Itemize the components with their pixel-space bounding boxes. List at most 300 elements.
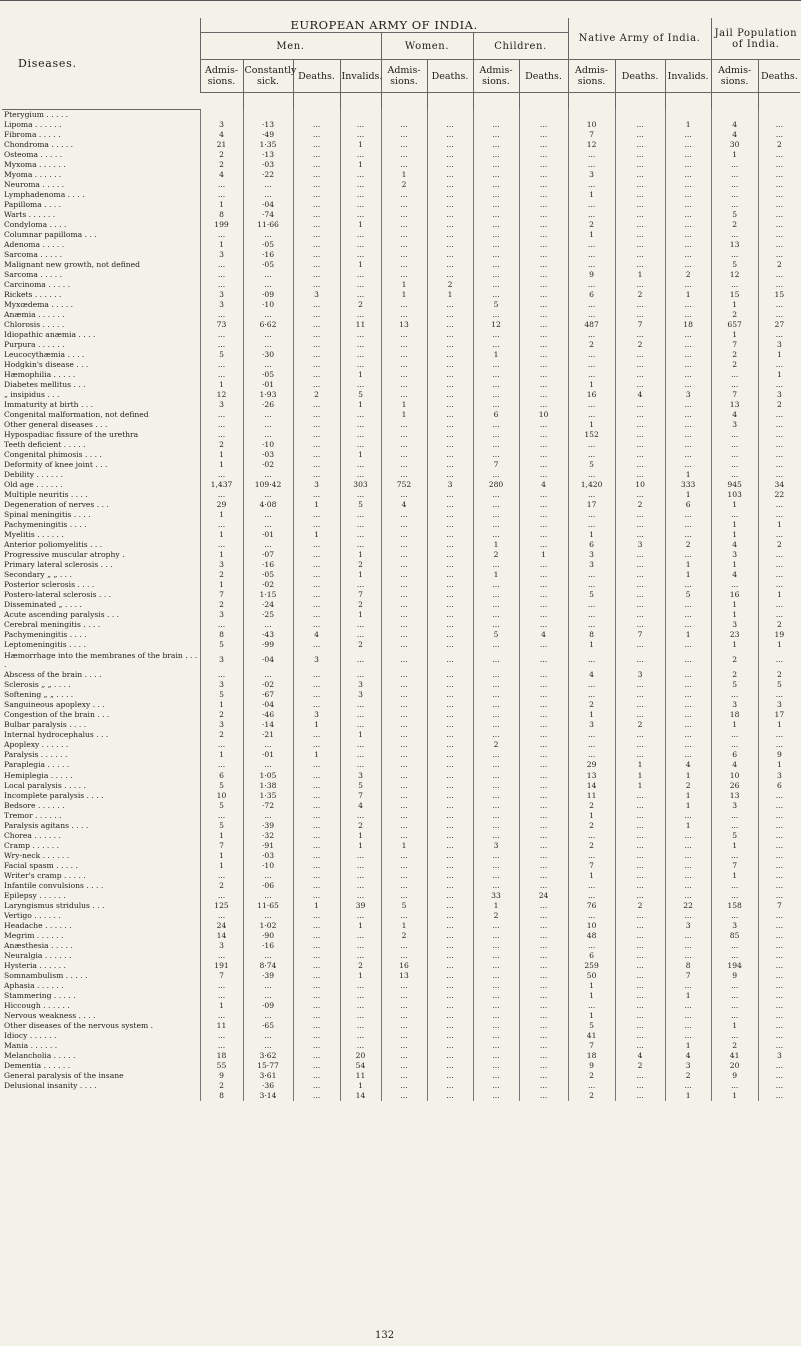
table-cell: ·01 bbox=[243, 750, 293, 760]
table-cell: ... bbox=[758, 250, 800, 260]
table-cell: 5 bbox=[473, 630, 519, 640]
table-cell: 752 bbox=[381, 480, 427, 490]
table-cell: ... bbox=[381, 260, 427, 270]
table-cell: 191 bbox=[200, 961, 243, 971]
table-cell: ... bbox=[758, 420, 800, 430]
table-cell: ... bbox=[473, 130, 519, 140]
table-cell: 10 bbox=[519, 410, 568, 420]
table-cell: ... bbox=[473, 861, 519, 871]
table-cell: 4 bbox=[200, 170, 243, 180]
table-cell: ... bbox=[615, 460, 665, 470]
table-cell: ... bbox=[758, 811, 800, 821]
table-cell: ... bbox=[758, 961, 800, 971]
table-cell: 1 bbox=[200, 510, 243, 520]
table-cell: ... bbox=[381, 991, 427, 1001]
table-cell: ... bbox=[758, 130, 800, 140]
table-cell: 1 bbox=[665, 570, 711, 580]
table-cell: ... bbox=[293, 1011, 340, 1021]
table-cell: ... bbox=[293, 841, 340, 851]
table-cell: ... bbox=[615, 640, 665, 650]
table-cell: ... bbox=[758, 1001, 800, 1011]
table-cell: ... bbox=[473, 961, 519, 971]
table-cell: ... bbox=[427, 300, 473, 310]
table-cell: ... bbox=[519, 260, 568, 270]
disease-name: Pterygium . . . . . bbox=[4, 109, 69, 119]
table-cell: ... bbox=[758, 280, 800, 290]
disease-name: Congenital malformation, not defined bbox=[4, 409, 149, 419]
table-cell: ... bbox=[243, 981, 293, 991]
table-cell: ... bbox=[381, 350, 427, 360]
disease-name: Myxœdema . . . . . bbox=[4, 299, 74, 309]
table-cell: ... bbox=[473, 200, 519, 210]
table-cell: 5 bbox=[758, 680, 800, 690]
table-cell: ... bbox=[381, 160, 427, 170]
table-cell: ... bbox=[293, 590, 340, 600]
table-cell: ... bbox=[665, 410, 711, 420]
table-cell: 4 bbox=[615, 390, 665, 400]
table-cell: 5 bbox=[200, 640, 243, 650]
table-cell: 1 bbox=[568, 991, 615, 1001]
table-cell: ... bbox=[427, 590, 473, 600]
table-cell: ... bbox=[381, 230, 427, 240]
table-cell: 1 bbox=[711, 1021, 758, 1031]
disease-name: Papilloma . . . . bbox=[4, 199, 62, 209]
table-cell: ... bbox=[293, 931, 340, 941]
table-cell: ... bbox=[615, 680, 665, 690]
table-row bbox=[2, 760, 800, 770]
jail-admissions-header: Admis-sions. bbox=[711, 60, 758, 93]
table-cell: ... bbox=[340, 290, 381, 300]
table-cell: ... bbox=[758, 220, 800, 230]
table-cell: ... bbox=[568, 941, 615, 951]
disease-name: Lymphadenoma . . . . bbox=[4, 189, 85, 199]
table-cell: ... bbox=[665, 690, 711, 700]
table-cell: 1 bbox=[665, 801, 711, 811]
disease-name: Leptomeningitis . . . . bbox=[4, 640, 86, 650]
table-cell: 1·05 bbox=[243, 771, 293, 781]
table-cell: ... bbox=[665, 720, 711, 730]
table-row bbox=[2, 510, 800, 520]
table-cell: 13 bbox=[568, 771, 615, 781]
table-cell: ·02 bbox=[243, 460, 293, 470]
table-cell: ... bbox=[615, 951, 665, 961]
table-cell: 1 bbox=[293, 720, 340, 730]
table-cell: 3 bbox=[200, 720, 243, 730]
table-cell: 15 bbox=[758, 290, 800, 300]
table-cell: ... bbox=[519, 771, 568, 781]
table-cell: 2 bbox=[615, 720, 665, 730]
table-cell: ... bbox=[340, 520, 381, 530]
table-cell: 1 bbox=[665, 1041, 711, 1051]
table-cell: ... bbox=[758, 1091, 800, 1101]
table-cell: ... bbox=[473, 600, 519, 610]
table-cell: ... bbox=[293, 921, 340, 931]
disease-name: Disseminated „ . . . . bbox=[4, 600, 82, 610]
table-cell: ... bbox=[340, 210, 381, 220]
table-cell: ... bbox=[427, 961, 473, 971]
table-cell: ... bbox=[381, 220, 427, 230]
table-cell: ... bbox=[340, 1041, 381, 1051]
table-cell: ... bbox=[473, 700, 519, 710]
table-cell: ... bbox=[340, 991, 381, 1001]
table-row bbox=[2, 560, 800, 570]
table-cell: ... bbox=[381, 550, 427, 560]
table-cell: ... bbox=[615, 861, 665, 871]
table-cell: ... bbox=[427, 420, 473, 430]
table-cell: 103 bbox=[711, 490, 758, 500]
table-cell: ... bbox=[427, 921, 473, 931]
table-cell: ·39 bbox=[243, 971, 293, 981]
table-cell: 8·74 bbox=[243, 961, 293, 971]
table-cell: ... bbox=[340, 270, 381, 280]
disease-name: Tremor . . . . . . bbox=[4, 810, 62, 820]
table-cell: ... bbox=[473, 1061, 519, 1071]
table-cell: ... bbox=[665, 600, 711, 610]
table-cell: ... bbox=[293, 911, 340, 921]
table-cell: ... bbox=[340, 330, 381, 340]
table-cell: ... bbox=[473, 690, 519, 700]
table-cell: 5 bbox=[665, 590, 711, 600]
table-cell: ... bbox=[340, 1031, 381, 1041]
table-cell: ... bbox=[519, 530, 568, 540]
table-cell: 3 bbox=[340, 771, 381, 781]
table-cell: ... bbox=[427, 530, 473, 540]
table-cell: 3 bbox=[758, 700, 800, 710]
table-row bbox=[2, 470, 800, 480]
table-cell: 12 bbox=[711, 270, 758, 280]
table-cell: ... bbox=[665, 160, 711, 170]
table-cell: ... bbox=[381, 430, 427, 440]
table-cell: ... bbox=[243, 871, 293, 881]
table-cell: ... bbox=[381, 330, 427, 340]
table-cell: ... bbox=[293, 670, 340, 680]
table-cell: ... bbox=[519, 420, 568, 430]
table-cell: 2 bbox=[758, 140, 800, 150]
table-cell: ... bbox=[427, 841, 473, 851]
table-cell: 3 bbox=[568, 560, 615, 570]
table-cell: ... bbox=[381, 1001, 427, 1011]
table-cell: 1 bbox=[340, 220, 381, 230]
table-cell: 11 bbox=[340, 320, 381, 330]
table-cell: ... bbox=[665, 510, 711, 520]
table-cell: ... bbox=[473, 510, 519, 520]
table-cell: ... bbox=[615, 1021, 665, 1031]
table-cell: 2 bbox=[200, 600, 243, 610]
table-cell: 13 bbox=[711, 240, 758, 250]
table-row bbox=[2, 210, 800, 220]
table-cell: 1 bbox=[200, 240, 243, 250]
table-cell: ... bbox=[519, 1081, 568, 1091]
table-cell: ... bbox=[293, 520, 340, 530]
table-cell: ... bbox=[665, 380, 711, 390]
table-cell: ·39 bbox=[243, 821, 293, 831]
table-cell: ... bbox=[381, 420, 427, 430]
table-row bbox=[2, 720, 800, 730]
table-cell: 6 bbox=[200, 771, 243, 781]
table-cell: ... bbox=[568, 330, 615, 340]
table-cell: ... bbox=[340, 881, 381, 891]
table-cell: ... bbox=[473, 390, 519, 400]
table-cell: ... bbox=[758, 210, 800, 220]
table-cell: 16 bbox=[568, 390, 615, 400]
table-cell: ... bbox=[427, 130, 473, 140]
table-cell: ... bbox=[665, 240, 711, 250]
table-cell: ... bbox=[519, 841, 568, 851]
table-cell: ... bbox=[427, 140, 473, 150]
table-cell: ... bbox=[568, 851, 615, 861]
table-cell: ... bbox=[293, 370, 340, 380]
table-cell: ... bbox=[293, 941, 340, 951]
table-cell: 199 bbox=[200, 220, 243, 230]
table-cell: 15·77 bbox=[243, 1061, 293, 1071]
table-cell: ... bbox=[758, 650, 800, 670]
table-cell: 4 bbox=[519, 630, 568, 640]
table-cell: ... bbox=[568, 240, 615, 250]
table-cell: ... bbox=[665, 370, 711, 380]
table-cell: ... bbox=[427, 991, 473, 1001]
table-cell: ... bbox=[293, 1071, 340, 1081]
table-cell: 1 bbox=[473, 901, 519, 911]
table-cell: 7 bbox=[758, 901, 800, 911]
table-cell: ... bbox=[293, 1021, 340, 1031]
table-cell: ... bbox=[665, 450, 711, 460]
table-cell: 1 bbox=[340, 160, 381, 170]
table-cell: ... bbox=[473, 450, 519, 460]
table-cell: ... bbox=[615, 520, 665, 530]
table-cell: ... bbox=[427, 861, 473, 871]
table-cell: ... bbox=[519, 690, 568, 700]
table-cell: ... bbox=[615, 690, 665, 700]
table-cell: ... bbox=[519, 170, 568, 180]
table-cell: ... bbox=[758, 951, 800, 961]
table-cell: ... bbox=[615, 831, 665, 841]
table-cell: ... bbox=[615, 991, 665, 1001]
table-cell: ... bbox=[519, 1011, 568, 1021]
table-cell: 34 bbox=[758, 480, 800, 490]
table-cell: 2 bbox=[200, 710, 243, 720]
disease-name: Rickets . . . . . . bbox=[4, 289, 62, 299]
table-cell: 2 bbox=[758, 620, 800, 630]
table-cell: ... bbox=[473, 290, 519, 300]
table-cell: 2 bbox=[568, 1091, 615, 1101]
table-cell: 1 bbox=[568, 981, 615, 991]
table-row bbox=[2, 961, 800, 971]
table-cell: ... bbox=[381, 620, 427, 630]
table-cell: 1 bbox=[340, 450, 381, 460]
table-cell: ... bbox=[427, 801, 473, 811]
table-cell: ... bbox=[665, 220, 711, 230]
table-cell: 17 bbox=[758, 710, 800, 720]
table-cell: ... bbox=[665, 610, 711, 620]
table-cell: ... bbox=[340, 1011, 381, 1021]
table-cell: ·13 bbox=[243, 150, 293, 160]
table-cell: ... bbox=[340, 180, 381, 190]
table-cell: ·16 bbox=[243, 560, 293, 570]
disease-name: Incomplete paralysis . . . . bbox=[4, 790, 104, 800]
table-cell: 4 bbox=[568, 670, 615, 680]
table-cell: 7 bbox=[711, 340, 758, 350]
table-cell: ... bbox=[381, 1091, 427, 1101]
table-cell: ... bbox=[615, 1091, 665, 1101]
table-cell: ... bbox=[340, 490, 381, 500]
table-cell: ... bbox=[340, 170, 381, 180]
table-cell: 5 bbox=[340, 500, 381, 510]
table-cell: 3 bbox=[615, 540, 665, 550]
table-cell: ... bbox=[758, 310, 800, 320]
table-cell: 1 bbox=[293, 530, 340, 540]
table-cell: ... bbox=[615, 921, 665, 931]
native-invalids-header: Invalids. bbox=[665, 60, 711, 93]
table-cell: 1 bbox=[711, 330, 758, 340]
table-cell: ·03 bbox=[243, 851, 293, 861]
table-cell: 1 bbox=[200, 450, 243, 460]
disease-name: Osteoma . . . . . bbox=[4, 149, 63, 159]
table-cell: 1 bbox=[758, 640, 800, 650]
table-cell: 2 bbox=[568, 700, 615, 710]
table-cell: ... bbox=[473, 500, 519, 510]
table-cell: ... bbox=[381, 941, 427, 951]
table-cell: 1 bbox=[568, 640, 615, 650]
table-cell: 54 bbox=[340, 1061, 381, 1071]
table-cell: 1 bbox=[519, 550, 568, 560]
table-cell: ... bbox=[381, 1051, 427, 1061]
table-row bbox=[2, 1011, 800, 1021]
table-cell: 12 bbox=[568, 140, 615, 150]
table-cell: 2 bbox=[665, 540, 711, 550]
table-cell: 333 bbox=[665, 480, 711, 490]
table-cell: ... bbox=[711, 280, 758, 290]
table-cell: ... bbox=[427, 210, 473, 220]
table-row bbox=[2, 911, 800, 921]
table-cell: ... bbox=[293, 400, 340, 410]
table-cell: ... bbox=[758, 550, 800, 560]
table-cell: ... bbox=[427, 740, 473, 750]
table-row bbox=[2, 440, 800, 450]
table-cell: 1 bbox=[568, 380, 615, 390]
table-cell: ... bbox=[381, 190, 427, 200]
table-cell: ... bbox=[293, 310, 340, 320]
table-cell: ... bbox=[758, 300, 800, 310]
table-cell: ... bbox=[293, 220, 340, 230]
table-cell: ... bbox=[381, 130, 427, 140]
table-cell: ... bbox=[381, 380, 427, 390]
table-cell: ... bbox=[665, 831, 711, 841]
table-cell: 1 bbox=[340, 140, 381, 150]
table-cell: ... bbox=[473, 750, 519, 760]
table-cell: ... bbox=[243, 620, 293, 630]
table-cell: 1 bbox=[381, 170, 427, 180]
table-cell: ... bbox=[519, 150, 568, 160]
table-cell: 3 bbox=[200, 120, 243, 130]
table-row bbox=[2, 420, 800, 430]
table-cell: ... bbox=[200, 470, 243, 480]
table-cell: ... bbox=[519, 250, 568, 260]
disease-name: Epilepsy . . . . . . bbox=[4, 890, 66, 900]
table-cell: ... bbox=[427, 630, 473, 640]
table-row bbox=[2, 540, 800, 550]
table-cell: ... bbox=[381, 911, 427, 921]
table-cell: ... bbox=[758, 971, 800, 981]
table-cell: 1 bbox=[758, 760, 800, 770]
disease-name bbox=[2, 1091, 200, 1101]
table-cell: ... bbox=[427, 490, 473, 500]
table-cell: 1 bbox=[758, 590, 800, 600]
table-cell: ... bbox=[519, 300, 568, 310]
table-cell: ... bbox=[427, 400, 473, 410]
table-cell: ... bbox=[519, 540, 568, 550]
table-cell: ... bbox=[665, 440, 711, 450]
table-cell: 26 bbox=[711, 781, 758, 791]
table-cell: ... bbox=[381, 310, 427, 320]
table-cell: ... bbox=[758, 841, 800, 851]
table-cell: ... bbox=[293, 600, 340, 610]
table-cell: ... bbox=[427, 370, 473, 380]
table-cell: ... bbox=[381, 340, 427, 350]
disease-name: Cramp . . . . . . bbox=[4, 840, 59, 850]
table-row bbox=[2, 580, 800, 590]
table-cell: 1 bbox=[568, 1011, 615, 1021]
table-cell: ... bbox=[427, 891, 473, 901]
table-cell: 16 bbox=[711, 590, 758, 600]
table-cell: ... bbox=[615, 530, 665, 540]
table-cell: ... bbox=[473, 831, 519, 841]
table-cell: ... bbox=[711, 170, 758, 180]
table-cell: ... bbox=[665, 460, 711, 470]
table-cell: 1 bbox=[615, 760, 665, 770]
table-cell: 1·02 bbox=[243, 921, 293, 931]
table-cell: 1·15 bbox=[243, 590, 293, 600]
table-cell: ... bbox=[381, 781, 427, 791]
table-cell: 4 bbox=[711, 540, 758, 550]
table-cell: ... bbox=[473, 981, 519, 991]
table-cell: ... bbox=[381, 450, 427, 460]
table-row bbox=[2, 220, 800, 230]
table-cell: ... bbox=[758, 330, 800, 340]
table-cell: ... bbox=[519, 570, 568, 580]
table-cell: 259 bbox=[568, 961, 615, 971]
table-cell: ... bbox=[519, 580, 568, 590]
table-cell: ... bbox=[381, 720, 427, 730]
table-cell: ... bbox=[758, 730, 800, 740]
table-cell: ... bbox=[519, 1051, 568, 1061]
table-cell: ... bbox=[427, 781, 473, 791]
table-cell: ... bbox=[293, 440, 340, 450]
table-cell: ... bbox=[381, 270, 427, 280]
table-row bbox=[2, 520, 800, 530]
table-cell: 4 bbox=[665, 1051, 711, 1061]
table-cell: ... bbox=[519, 811, 568, 821]
table-cell bbox=[615, 109, 665, 120]
table-cell: ... bbox=[340, 700, 381, 710]
table-cell: 6 bbox=[473, 410, 519, 420]
table-cell: ... bbox=[381, 210, 427, 220]
table-cell: 17 bbox=[568, 500, 615, 510]
table-cell bbox=[711, 109, 758, 120]
table-cell: 2 bbox=[340, 961, 381, 971]
table-cell: ... bbox=[340, 811, 381, 821]
table-cell: ... bbox=[293, 160, 340, 170]
table-cell: ... bbox=[427, 771, 473, 781]
table-row bbox=[2, 590, 800, 600]
table-cell: ·22 bbox=[243, 170, 293, 180]
table-cell: 7 bbox=[340, 590, 381, 600]
table-body bbox=[2, 109, 800, 1101]
table-cell: ... bbox=[665, 520, 711, 530]
table-cell: ... bbox=[293, 430, 340, 440]
table-cell: ... bbox=[200, 190, 243, 200]
table-cell: ... bbox=[711, 370, 758, 380]
table-cell: ... bbox=[340, 440, 381, 450]
